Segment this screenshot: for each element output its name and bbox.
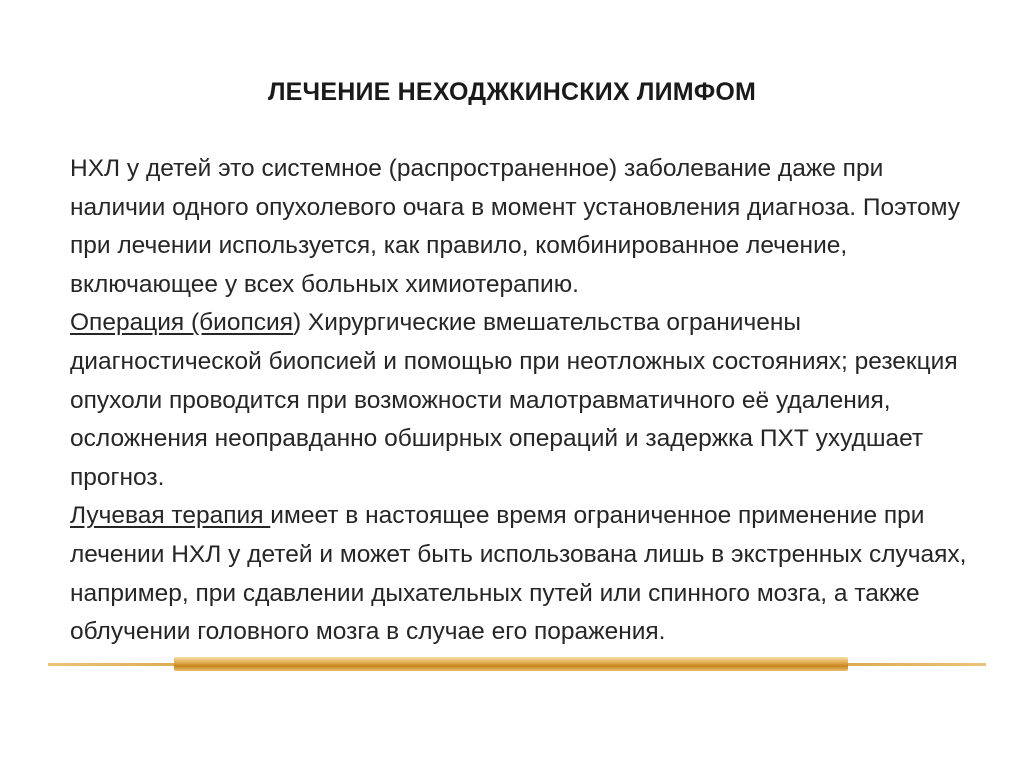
radiation-paragraph (70, 497, 985, 651)
divider-thick-bar (174, 657, 848, 671)
decorative-divider (48, 656, 986, 672)
surgery-text: ) Хирургические вмешательства ограничены диагностической биопсией и помощью при неотложных состояниях; резекция опухоли проводится при возможности малотравматичного её удаления, осложнения неоправданно обширных операций и задержка ПХТ ухудшает прогноз. (70, 309, 958, 491)
surgery-heading: Операция (биопсия (70, 309, 293, 337)
intro-paragraph: НХЛ у детей это системное (распространенное) заболевание даже при наличии одного опухолевого очага в момент установления диагноза. Поэтому при лечении используется, как правило, комбинированное лечение, включающее у всех больных химиотерапию. (70, 155, 961, 298)
surgery-paragraph (70, 304, 985, 497)
radiation-heading: Лучевая терапия (70, 502, 271, 530)
slide-body (70, 150, 985, 652)
radiation-text: имеет в настоящее время ограниченное применение при лечении НХЛ у детей и может быть использована лишь в экстренных случаях, например, при сдавлении дыхательных путей или спинного мозга, а также облучении головного мозга в случае его поражения. (70, 502, 967, 646)
slide-title: ЛЕЧЕНИЕ НЕХОДЖКИНСКИХ ЛИМФОМ (267, 78, 757, 106)
